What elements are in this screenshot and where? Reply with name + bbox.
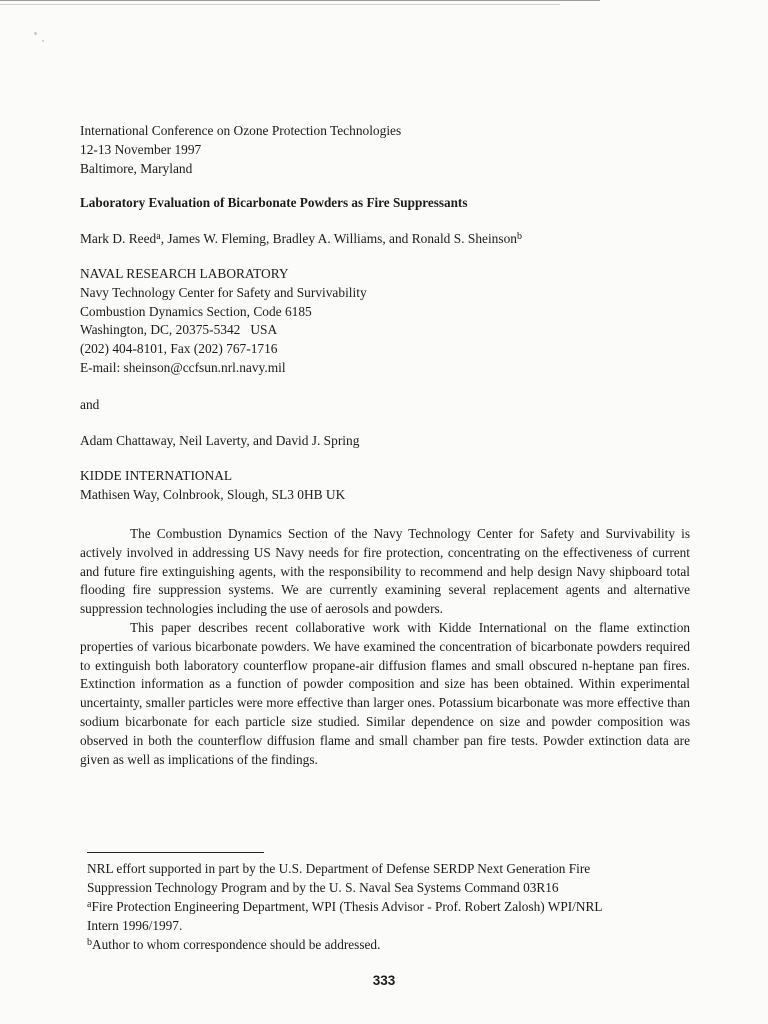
scan-speck bbox=[34, 32, 37, 35]
footnote-b-mark: b bbox=[87, 937, 92, 948]
nrl-center: Navy Technology Center for Safety and Survivability bbox=[80, 284, 367, 300]
footnotes bbox=[87, 859, 697, 954]
abstract bbox=[80, 525, 690, 769]
kidde-affiliation bbox=[80, 467, 690, 505]
footnote-funding-line-1: NRL effort supported in part by the U.S. Department of Defense SERDP Next Generation Fire bbox=[87, 861, 591, 876]
footnote-mark-a: a bbox=[156, 231, 161, 243]
nrl-name: NAVAL RESEARCH LABORATORY bbox=[80, 265, 289, 281]
footnote-b-text: Author to whom correspondence should be addressed. bbox=[92, 937, 381, 952]
author-reed: Mark D. Reed bbox=[80, 231, 157, 247]
footnote-mark-b: b bbox=[516, 231, 522, 243]
abstract-paragraph-1: The Combustion Dynamics Section of the Navy Technology Center for Safety and Survivability is actively involved in addressing US Navy needs for fire protection, concentrating on the effectiveness of current and future fire extinguishing agents, with the responsibility to recommend and help design Navy shipboard total flooding fire suppression systems. We are currently examining several replacement agents and alternative suppression technologies including the use of aerosols and powders. bbox=[80, 525, 690, 617]
kidde-name: KIDDE INTERNATIONAL bbox=[80, 468, 233, 484]
conjunction-text: and bbox=[80, 396, 100, 412]
footnote-funding-line-2: Suppression Technology Program and by the U. S. Naval Sea Systems Command 03R16 bbox=[87, 880, 559, 895]
page-number: 333 bbox=[372, 973, 396, 988]
footnote-a bbox=[87, 897, 697, 916]
scan-edge-line bbox=[0, 0, 600, 1]
footnote-a-text: Fire Protection Engineering Department, WPI (Thesis Advisor - Prof. Robert Zalosh) WPI/NRL bbox=[91, 899, 603, 914]
nrl-affiliation bbox=[80, 265, 690, 378]
author-list-rest: , James W. Fleming, Bradley A. Williams, and Ronald S. Sheinson bbox=[160, 231, 517, 247]
document-page bbox=[80, 122, 690, 769]
conference-name: International Conference on Ozone Protection Technologies bbox=[80, 123, 402, 138]
conference-dates: 12-13 November 1997 bbox=[80, 141, 202, 157]
nrl-email: E-mail: sheinson@ccfsun.nrl.navy.mil bbox=[80, 359, 286, 375]
kidde-address: Mathisen Way, Colnbrook, Slough, SL3 0HB UK bbox=[80, 487, 346, 503]
nrl-phone: (202) 404-8101, Fax (202) 767-1716 bbox=[80, 341, 278, 357]
footnote-b bbox=[87, 935, 697, 954]
kidde-author-list: Adam Chattaway, Neil Laverty, and David J. Spring bbox=[80, 432, 360, 448]
footnote-a-mark: a bbox=[87, 899, 92, 910]
conference-header bbox=[80, 122, 690, 178]
scan-edge-line-faint bbox=[0, 4, 560, 5]
footnote-a-line-2: Intern 1996/1997. bbox=[87, 918, 183, 933]
nrl-city: Washington, DC, 20375-5342 USA bbox=[80, 322, 278, 338]
nrl-section: Combustion Dynamics Section, Code 6185 bbox=[80, 303, 312, 319]
author-list bbox=[80, 230, 690, 249]
scan-speck bbox=[42, 40, 44, 42]
paper-title: Laboratory Evaluation of Bicarbonate Powders as Fire Suppressants bbox=[80, 195, 468, 211]
abstract-paragraph-2: This paper describes recent collaborative work with Kidde International on the flame extinction properties of various bicarbonate powders. We have examined the concentration of bicarbonate powders required to extinguish both laboratory counterflow propane-air diffusion flames and small obscured n-heptane pan fires. Extinction information as a function of powder composition and size has been obtained. Within experimental uncertainty, smaller particles were more effective than larger ones. Potassium bicarbonate was more effective than sodium bicarbonate for each particle size studied. Similar dependence on size and powder composition was observed in both the counterflow diffusion flame and small chamber pan fire tests. Powder extinction data are given as well as implications of the findings. bbox=[80, 619, 690, 767]
conference-location: Baltimore, Maryland bbox=[80, 160, 193, 176]
footnote-divider bbox=[87, 852, 264, 853]
